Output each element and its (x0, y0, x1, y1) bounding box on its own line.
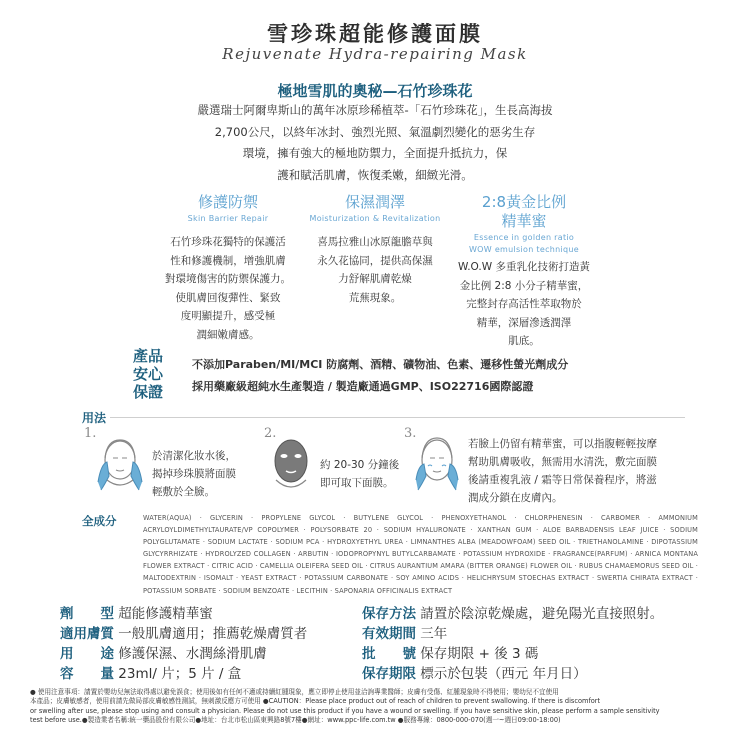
spec-value: 三年 (420, 626, 448, 642)
usage-divider (110, 417, 685, 418)
feature-line: 性和修護機制，增強肌膚 (170, 254, 286, 267)
product-subtitle: Rejuvenate Hydra-repairing Mask (222, 45, 528, 63)
spec-value: 一般肌膚適用；推薦乾燥膚質者 (118, 626, 308, 642)
feature-body (444, 258, 604, 351)
step-line: 於清潔化妝水後， (152, 450, 236, 462)
safety-label-line: 產品 (132, 347, 163, 365)
step-line: 若臉上仍留有精華蜜，可以指腹輕輕按摩 (468, 438, 657, 450)
feature-moisturization (295, 193, 455, 307)
spec-key: 劑 型 (60, 606, 114, 622)
specs-right (362, 604, 663, 684)
feature-line: 肌底。 (508, 335, 540, 347)
step-line: 輕敷於全臉。 (152, 486, 215, 498)
spec-key: 容 量 (60, 666, 114, 682)
safety-label (128, 347, 168, 401)
spec-value: 修護保濕、水潤絲滑肌膚 (118, 646, 267, 662)
spec-key: 用 途 (60, 646, 114, 662)
step-text (468, 435, 657, 507)
step-line: 揭掉珍珠膜將面膜 (152, 468, 236, 480)
step-line: 潤成分鎖在皮膚內。 (468, 492, 563, 504)
feature-line: 對環境傷害的防禦保護力。 (165, 273, 291, 285)
safety-label-line: 安心 (132, 365, 163, 383)
spec-row (362, 604, 663, 624)
face-cleansing-icon (95, 432, 145, 494)
ingredients-label: 全成分 (82, 514, 117, 528)
spec-key: 適用膚質 (60, 626, 114, 642)
ingredients-list: WATER(AQUA) · GLYCERIN · PROPYLENE GLYCOL · BUTYLENE GLYCOL · PHENOXYETHANOL · CHLORPHENESIN · CARBOMER · AMMONIUM ACRYLOYLDIMETHYLTAURATE/VP COPOLYMER · POLYSORBATE 20 · SODIUM HYALURONATE · XANTHAN GUM · ALOE BARBADENSIS LEAF JUICE · SODIUM POLYGLUTAMATE · SODIUM LACTATE · SODIUM PCA · HYDROXYETHYL UREA · LIMNANTHES ALBA (MEADOWFOAM) SEED OIL · TRIETHANOLAMINE · DIPOTASSIUM GLYCYRRHIZATE · HYDROLYZED COLLAGEN · ARBUTIN · IODOPROPYNYL BUTYLCARBAMATE · POTASSIUM HYDROXIDE · FRAGRANCE(PARFUM) · ARNICA MONTANA FLOWER EXTRACT · CITRIC ACID · CAMELLIA OLEIFERA SEED OIL · CITRUS AURANTIUM AMARA (BITTER ORANGE) FLOWER OIL · RUBUS CHAMAEMORUS SEED OIL · MALTODEXTRIN · ISOMALT · YEAST EXTRACT · POTASSIUM CARBONATE · SOY AMINO ACIDS · HELICHRYSUM STOECHAS EXTRACT · SWERTIA CHIRATA EXTRACT · POTASSIUM SORBATE · SODIUM BENZOATE · LECITHIN · SAPONARIA OFFICINALIS EXTRACT (143, 514, 698, 595)
step-text (152, 447, 236, 501)
feature-line: 度明顯提升，感受極 (180, 310, 276, 322)
feature-subtitle-2: WOW emulsion technique (468, 245, 580, 254)
intro-line: 環境，擁有強大的極地防禦力，全面提升抵抗力，保 (242, 146, 508, 160)
feature-subtitle: Moisturization & Revitalization (309, 214, 441, 223)
step-line: 幫助肌膚吸收，無需用水清洗，敷完面膜 (468, 456, 657, 468)
spec-key: 有效期間 (362, 626, 416, 642)
feature-line: 力舒解肌膚乾燥 (338, 273, 412, 285)
usage-notice (30, 688, 725, 726)
step-line: 即可取下面膜。 (320, 477, 394, 489)
intro-line: 2,700公尺，以終年冰封、強烈光照、氣溫劇烈變化的惡劣生存 (214, 124, 536, 139)
safety-label-line: 保證 (132, 383, 163, 401)
step-line: 後請重複乳液 / 霜等日常保養程序，將滋 (468, 474, 657, 486)
spec-row (362, 664, 663, 684)
feature-line: 精華，深層滲透潤澤 (476, 316, 572, 329)
spec-row (60, 604, 307, 624)
feature-subtitle: Skin Barrier Repair (187, 214, 269, 223)
safety-claim-2: 採用藥廠級超純水生產製造 / 製造廠通過GMP、ISO22716國際認證 (192, 380, 534, 393)
feature-title: 2:8黃金比例 (481, 193, 567, 211)
spec-key: 保存方法 (362, 606, 416, 622)
step-line: 約 20-30 分鐘後 (320, 459, 400, 471)
intro-body (195, 100, 555, 186)
step-number: 1. (84, 426, 97, 441)
specs-left (60, 604, 307, 684)
intro-line: 嚴選瑞士阿爾卑斯山的萬年冰原珍稀植萃-「石竹珍珠花」，生長高海拔 (197, 103, 553, 117)
feature-line: 使肌膚回復彈性、緊致 (175, 291, 281, 304)
spec-value: 23ml/ 片；5 片 / 盒 (118, 666, 242, 682)
product-title: 雪珍珠超能修護面膜 (267, 22, 483, 46)
step-number: 2. (264, 426, 277, 441)
step-number: 3. (404, 426, 417, 441)
notice-line: ● 使用注意事項：請置於嬰幼兒無法取得處以避免誤食；使用後如有任何不適或持續紅腫現象，應立即停止使用並洽詢專業醫師；皮膚有受傷、紅腫現象時不得使用；嬰幼兒不宜使用 (30, 688, 559, 696)
feature-title: 修護防禦 (197, 193, 258, 211)
step-text (320, 456, 399, 492)
safety-claim-1: 不添加Paraben/MI/MCI 防腐劑、酒精、礦物油、色素、遷移性螢光劑成分 (192, 358, 569, 371)
spec-value: 超能修護精華蜜 (118, 606, 213, 622)
feature-line: 石竹珍珠花獨特的保護活 (170, 236, 286, 248)
spec-row (60, 644, 307, 664)
usage-label: 用法 (82, 411, 107, 425)
feature-golden-ratio (444, 193, 604, 351)
feature-line: 荒蕪現象。 (348, 291, 402, 304)
feature-line: W.O.W 多重乳化技術打造黃 (458, 261, 590, 273)
feature-line: 永久花協同，提供高保濕 (317, 254, 433, 267)
feature-barrier-repair (148, 193, 308, 344)
feature-body (148, 233, 308, 344)
feature-body (295, 233, 455, 307)
spec-value: 標示於包裝（西元 年月日） (420, 666, 587, 682)
spec-row (60, 664, 307, 684)
face-massage-icon (412, 430, 462, 494)
intro-line: 護和賦活肌膚，恢復柔嫩，細緻光滑。 (277, 167, 473, 182)
feature-subtitle: Essence in golden ratio (473, 233, 575, 242)
spec-row (60, 624, 307, 644)
feature-line: 潤細嫩膚感。 (196, 328, 260, 341)
spec-value: 請置於陰涼乾燥處，避免陽光直接照射。 (420, 606, 664, 622)
spec-row (362, 624, 663, 644)
spec-key: 保存期限 (362, 666, 416, 682)
spec-value: 保存期限 + 後 3 碼 (420, 646, 539, 662)
notice-line: 本產品；皮膚敏感者，使用前請先做局部皮膚敏感性測試，無刺激反應方可使用 ●CAUTION：Please place product out of reach of children to prevent swallowing. If there is discomfort (30, 697, 601, 706)
feature-line: 完整封存高活性萃取物於 (466, 298, 582, 310)
spec-row (362, 644, 663, 664)
spec-key: 批 號 (362, 646, 416, 662)
intro-heading: 極地雪肌的奧秘—石竹珍珠花 (277, 82, 473, 100)
feature-line: 喜馬拉雅山冰原龍膽草與 (317, 236, 433, 248)
feature-title: 保濕潤澤 (344, 193, 405, 211)
notice-line: or swelling after use, please stop using and consult a physician. Please do not use this product if you have a wound or swelling. If you have sensitive skin, please perform a sample sensitivity (30, 706, 660, 715)
face-mask-icon (268, 432, 314, 494)
notice-line: test before use.●製造業者名稱:統一藥品股份有限公司●地址：台北市松山區東興路8號7樓●網址：www.ppc-life.com.tw ●服務專線：0800-000-070(週一~週日09:00-18:00) (30, 716, 561, 725)
feature-title-2: 精華蜜 (501, 212, 547, 230)
feature-line: 金比例 2:8 小分子精華蜜， (459, 279, 589, 292)
